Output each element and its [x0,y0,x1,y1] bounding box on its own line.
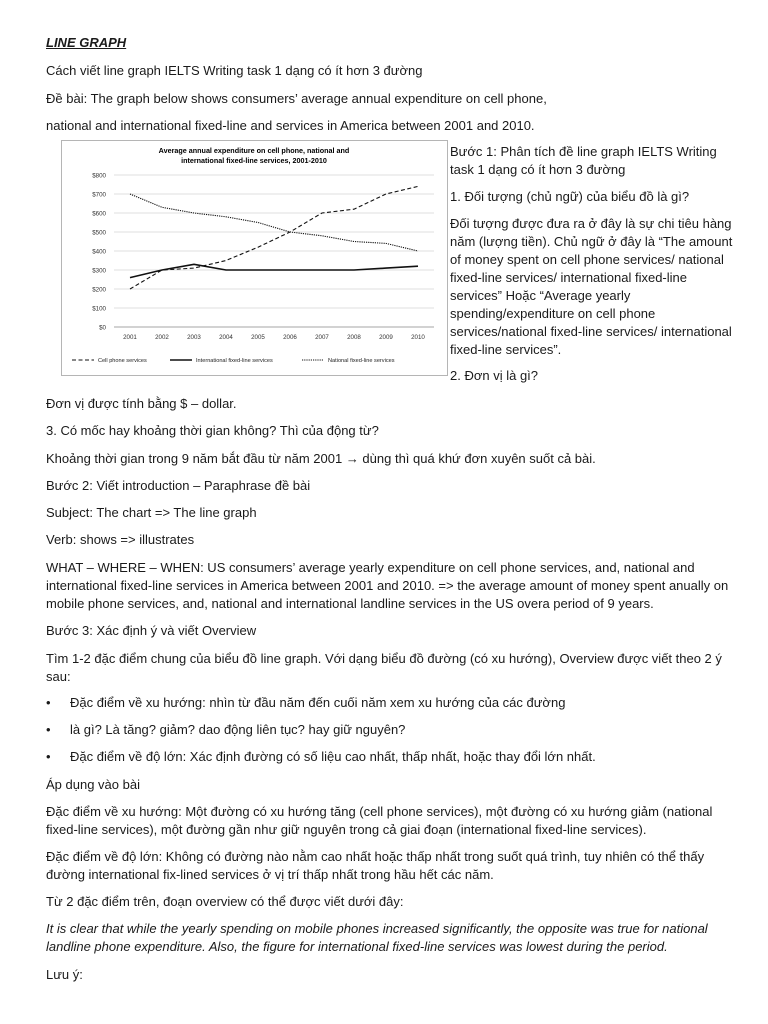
verb-text: Verb: shows => illustrates [46,532,195,547]
bullet-item: • là gì? Là tăng? giảm? dao động liên tục? hay giữ nguyên? [70,721,730,739]
find-text: Tìm 1-2 đặc điểm chung của biểu đồ line graph. Với dạng biểu đồ đường (có xu hướng), Overview được viết theo 2 ý sau: [46,651,722,684]
series-line-1 [130,186,418,289]
y-tick-label: $100 [92,305,106,313]
x-tick-label: 2008 [347,334,361,341]
chart-title-line-1: Average annual expenditure on cell phone, national and [158,146,350,155]
bullet-item: • Đặc điểm về xu hướng: nhìn từ đầu năm đến cuối năm xem xu hướng của các đường [70,694,730,712]
step2-text: Bước 2: Viết introduction – Paraphrase đề bài [46,478,311,493]
page-title: LINE GRAPH [46,35,127,50]
legend-label: National fixed-line services [328,358,395,364]
trend-text: Đặc điểm về xu hướng: Một đường có xu hướng tăng (cell phone services), một đường có xu hướng giảm (national fixed-line services), một đường gần như giữ nguyên trong cả giai đoạn (international fixed-line services). [46,804,713,837]
unit-text: Đơn vị được tính bằng $ – dollar. [46,396,237,411]
answer-1: Đối tượng được đưa ra ở đây là sự chi tiêu hàng năm (lượng tiền). Chủ ngữ ở đây là “The amount of money spent on cell phone services/ national fixed-line services/ international fixed-line services” Hoặc “Average yearly spending/expenditure on cell phone services/national fixed-line services/ international fixed-line services”. [450,216,733,357]
note-label: Lưu ý: [46,967,83,982]
prompt-line-1: Đề bài: The graph below shows consumers’ average annual expenditure on cell phone, [46,91,547,106]
from2-text: Từ 2 đặc điểm trên, đoạn overview có thể được viết dưới đây: [46,894,404,909]
time-text: Khoảng thời gian trong 9 năm bắt đầu từ năm 2001 → dùng thì quá khứ đơn xuyên suốt cả bài. [46,451,596,466]
overview-paragraph: It is clear that while the yearly spending on mobile phones increased significantly, the opposite was true for national landline phone expenditure. Also, the figure for international fixed-line services was lowest during the period. [46,921,708,954]
legend-label: International fixed-line services [196,358,273,364]
subject-text: Subject: The chart => The line graph [46,505,257,520]
question-2: 2. Đơn vị là gì? [450,368,539,383]
question-1: 1. Đối tượng (chủ ngữ) của biểu đồ là gì? [450,189,690,204]
y-tick-label: $200 [92,286,106,294]
intro-line: Cách viết line graph IELTS Writing task 1 dạng có ít hơn 3 đường [46,63,423,78]
legend-label: Cell phone services [98,358,147,364]
line-chart [61,140,448,376]
x-tick-label: 2010 [411,334,425,341]
bullet-item: • Đặc điểm về độ lớn: Xác định đường có số liệu cao nhất, thấp nhất, hoặc thay đổi lớn nhất. [70,748,730,766]
y-tick-label: $300 [92,267,106,275]
x-tick-label: 2003 [187,334,201,341]
series-line-3 [130,194,418,251]
y-tick-label: $600 [92,210,106,218]
chart-title-line-2: international fixed-line services, 2001-2010 [181,156,327,165]
y-tick-label: $500 [92,229,106,237]
y-tick-label: $800 [92,172,106,180]
apply-text: Áp dụng vào bài [46,777,140,792]
y-tick-label: $700 [92,191,106,199]
prompt-line-2: national and international fixed-line and services in America between 2001 and 2010. [46,118,535,133]
magnitude-text: Đặc điểm về độ lớn: Không có đường nào nằm cao nhất hoặc thấp nhất trong suốt quá trình, tuy nhiên có thể thấy đường international fix-lined services ở vị trí thấp nhất trong hầu hết các năm. [46,849,705,882]
chart-svg [62,141,447,375]
series-line-2 [130,264,418,277]
x-tick-label: 2009 [379,334,393,341]
step1-text: Bước 1: Phân tích đề line graph IELTS Writing task 1 dạng có ít hơn 3 đường [450,144,717,177]
y-tick-label: $0 [99,324,106,332]
y-tick-label: $400 [92,248,106,256]
x-tick-label: 2007 [315,334,329,341]
x-tick-label: 2006 [283,334,297,341]
x-tick-label: 2005 [251,334,265,341]
question-3: 3. Có mốc hay khoảng thời gian không? Thì của động từ? [46,423,379,438]
www-text: WHAT – WHERE – WHEN: US consumers’ average yearly expenditure on cell phone services, and, national and international fixed-line services in America between 2001 and 2010. => the average amount of money spent anually on mobile phone services, and, national and international landline services in the US overa period of 9 years. [46,560,729,611]
step3-text: Bước 3: Xác định ý và viết Overview [46,623,257,638]
x-tick-label: 2001 [123,334,137,341]
x-tick-label: 2004 [219,334,233,341]
x-tick-label: 2002 [155,334,169,341]
